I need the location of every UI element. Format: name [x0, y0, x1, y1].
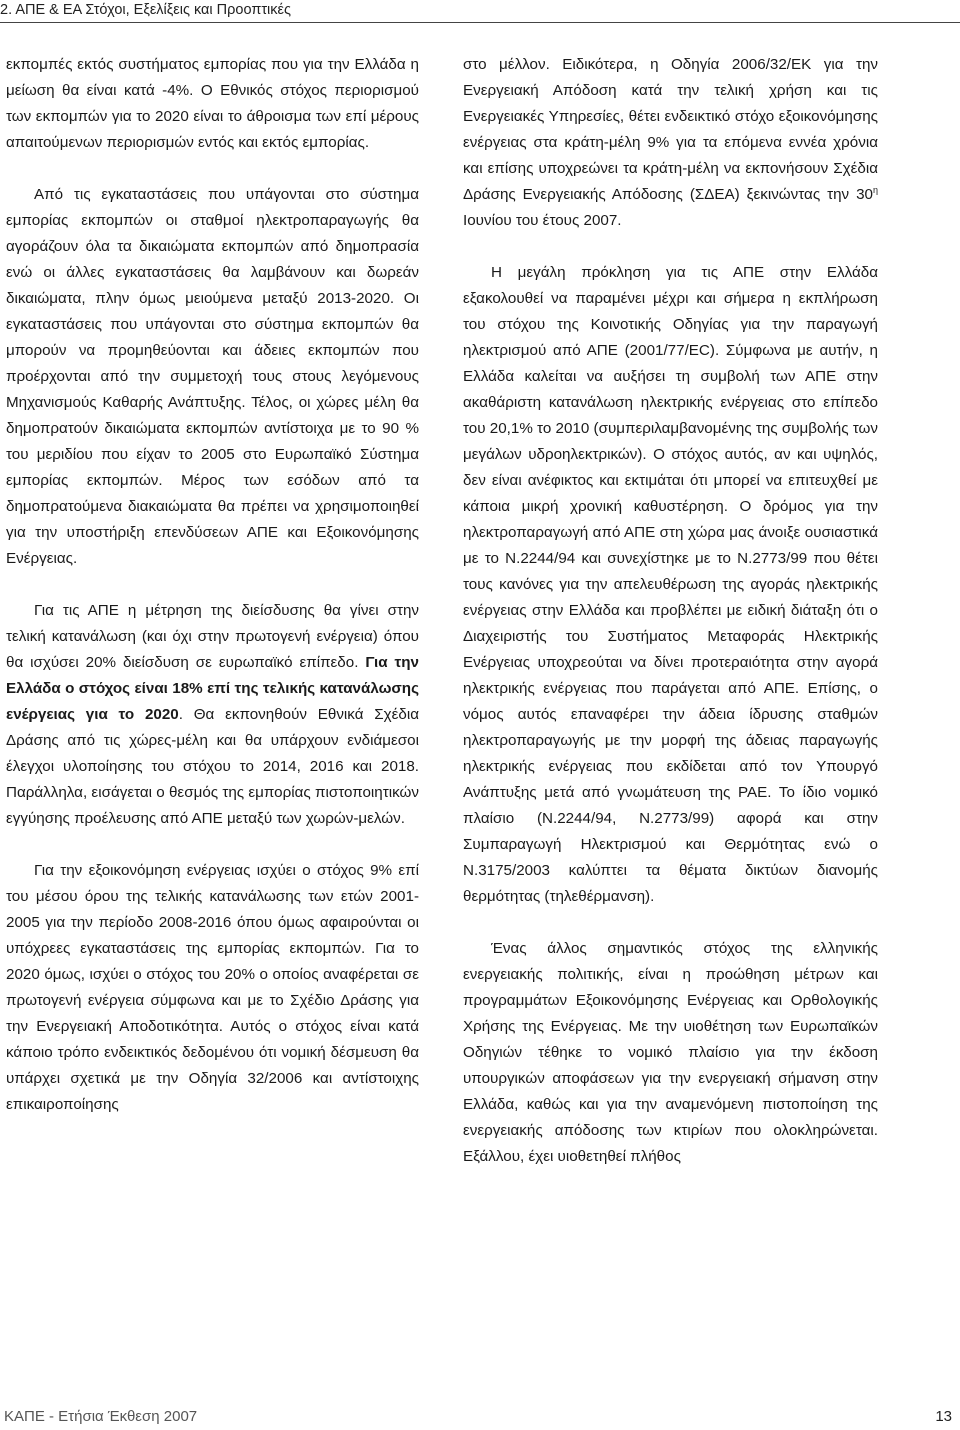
left-column [6, 52, 419, 1118]
header-divider [0, 22, 960, 23]
paragraph: Για την εξοικονόμηση ενέργειας ισχύει ο στόχος 9% επί του μέσου όρου της τελικής κατανάλωσης των ετών 2001-2005 για την περίοδο 2008-2016 όπου όμως αφαιρούνται οι υπόχρεες εγκαταστάσεις της εμπορίας εκπομπών. Για το 2020 όμως, ισχύει ο στόχος του 20% ο οποίος αναφέρεται σε πρωτογενή ενέργεια σύμφωνα και με το Σχέδιο Δράσης για την Ενεργειακή Αποδοτικότητα. Αυτός ο στόχος είναι κατά κάποιο τρόπο ενδεικτικός δεδομένου ότι νομική δέσμευση θα υπάρχει σχετικά με την Οδηγία 32/2006 και αντίστοιχης επικαιροποίησης [6, 862, 419, 1113]
page-header [0, 0, 960, 26]
paragraph: εκπομπές εκτός συστήματος εμπορίας που για την Ελλάδα η μείωση θα είναι κατά -4%. Ο Εθνικός στόχος περιορισμού των εκπομπών για το 2020 είναι το άθροισμα των επί μέρους απαιτούμενων περιορισμών εντός και εκτός εμπορίας. [6, 56, 419, 151]
text-run: Ιουνίου του έτους 2007. [463, 212, 622, 229]
page-footer [0, 1408, 960, 1428]
right-column [463, 52, 878, 1170]
paragraph: Η μεγάλη πρόκληση για τις ΑΠΕ στην Ελλάδα εξακολουθεί να παραμένει μέχρι και σήμερα η εκπλήρωση του στόχου της Κοινοτικής Οδηγίας για την παραγωγή ηλεκτρισμού από ΑΠΕ (2001/77/ΕC). Σύμφωνα με αυτήν, η Ελλάδα καλείται να αυξήσει τη συμβολή των ΑΠΕ στην ακαθάριστη κατανάλωση ηλεκτρικής ενέργειας στο επίπεδο του 20,1% το 2010 (συμπεριλαμβανομένης της συμβολής των μεγάλων υδροηλεκτρικών). Ο στόχος αυτός, αν και υψηλός, δεν είναι ανέφικτος και εκτιμάται ότι μπορεί να επιτευχθεί με κάποια μικρή χρονική καθυστέρηση. Ο δρόμος για την ηλεκτροπαραγωγή από ΑΠΕ στη χώρα μας άνοιξε ουσιαστικά με το Ν.2244/94 και συνεχίστηκε με το Ν.2773/99 που θέτει τους κανόνες για την απελευθέρωση της αγοράς ηλεκτρικής ενέργειας στην Ελλάδα και προβλέπει με ειδική διάταξη ότι ο Διαχειριστής του Συστήματος Μεταφοράς Ηλεκτρικής Ενέργειας υποχρεούται να δίνει προτεραιότητα στην αγορά ηλεκτρικής ενέργειας που παράγεται από ΑΠΕ. Επίσης, ο νόμος αυτός επαναφέρει την άδεια ίδρυσης σταθμών ηλεκτροπαραγωγής με την μορφή της άδειας παραγωγής ηλεκτρικής ενέργειας που εκδίδεται από τον Υπουργό Ανάπτυξης μετά από γνωμάτευση της ΡΑΕ. Το ίδιο νομικό πλαίσιο (Ν.2244/94, Ν.2773/99) αφορά και στην Συμπαραγωγή Ηλεκτρισμού και Θερμότητας ενώ ο Ν.3175/2003 καλύπτει τα θέματα δικτύων διανομής θερμότητας (τηλεθέρμανση). [463, 264, 878, 905]
superscript: η [872, 184, 878, 195]
paragraph [6, 598, 419, 832]
section-title: 2. ΑΠΕ & ΕΑ Στόχοι, Εξελίξεις και Προοπτικές [0, 2, 291, 18]
emphasis-text: Για την Ελλάδα ο στόχος είναι 18% επί της τελικής κατανάλωσης ενέργειας για το 2020 [6, 654, 420, 723]
paragraph: Ένας άλλος σημαντικός στόχος της ελληνικής ενεργειακής πολιτικής, είναι η προώθηση μέτρων και προγραμμάτων Εξοικονόμησης Ενέργειας και Ορθολογικής Χρήσης της Ενέργειας. Με την υιοθέτηση των Ευρωπαϊκών Οδηγιών τέθηκε το νομικό πλαίσιο για την έκδοση υπουργικών αποφάσεων για την ενεργειακή σήμανση στην Ελλάδα, καθώς και για την αναμενόμενη πιστοποίηση της ενεργειακής απόδοσης των κτιρίων που ολοκληρώνεται. Εξάλλου, έχει υιοθετηθεί πλήθος [463, 940, 878, 1165]
text-run: στο μέλλον. Ειδικότερα, η Οδηγία 2006/32/ΕΚ για την Ενεργειακή Απόδοση κατά την τελική χρήση και τις Ενεργειακές Υπηρεσίες, θέτει ενδεικτικό στόχο εξοικονόμησης ενέργειας στα κράτη-μέλη 9% για τα επόμενα εννέα χρόνια και επίσης υποχρεώνει τα κράτη-μέλη να εκπονήσουν Σχέδια Δράσης Ενεργειακής Απόδοσης (ΣΔΕΑ) ξεκινώντας την 30 [463, 56, 878, 203]
paragraph [463, 52, 878, 234]
text-run: . Θα εκπονηθούν Εθνικά Σχέδια Δράσης από τις χώρες-μέλη και θα υπάρχουν ενδιάμεσοι έλεγχοι υλοποίησης του στόχου το 2014, 2016 και 2018. Παράλληλα, εισάγεται ο θεσμός της εμπορίας πιστοποιητικών εγγύησης προέλευσης από ΑΠΕ μεταξύ των χωρών-μελών. [6, 706, 419, 827]
page-number: 13 [935, 1408, 952, 1425]
publication-title: ΚΑΠΕ - Ετήσια Έκθεση 2007 [4, 1408, 198, 1425]
paragraph: Από τις εγκαταστάσεις που υπάγονται στο σύστημα εμπορίας εκπομπών οι σταθμοί ηλεκτροπαραγωγής θα αγοράζουν όλα τα δικαιώματα εκπομπών από δημοπρασία ενώ οι άλλες εγκαταστάσεις θα λαμβάνουν και δωρεάν δικαιώματα, πλην όμως μειούμενα μεταξύ 2013-2020. Οι εγκαταστάσεις που υπάγονται στο σύστημα εκπομπών θα μπορούν να προμηθεύονται και άδειες εκπομπών που προέρχονται από την συμμετοχή τους στους λεγόμενους Μηχανισμούς Καθαρής Ανάπτυξης. Τέλος, οι χώρες μέλη θα δημοπρατούν δικαιώματα εκπομπών αντίστοιχα με το 90 % του μεριδίου που είχαν το 2005 στο Ευρωπαϊκό Σύστημα εμπορίας εκπομπών. Μέρος των εσόδων από τα δημοπρατούμενα διακαιώματα θα πρέπει να χρησιμοποιηθεί για την υποστήριξη επενδύσεων ΑΠΕ και Εξοικονόμησης Ενέργειας. [6, 186, 419, 567]
text-run: Για τις ΑΠΕ η μέτρηση της διείσδυσης θα γίνει στην τελική κατανάλωση (και όχι στην πρωτογενή ενέργεια) όπου θα ισχύσει 20% διείσδυση σε ευρωπαϊκό επίπεδο. [6, 602, 419, 671]
